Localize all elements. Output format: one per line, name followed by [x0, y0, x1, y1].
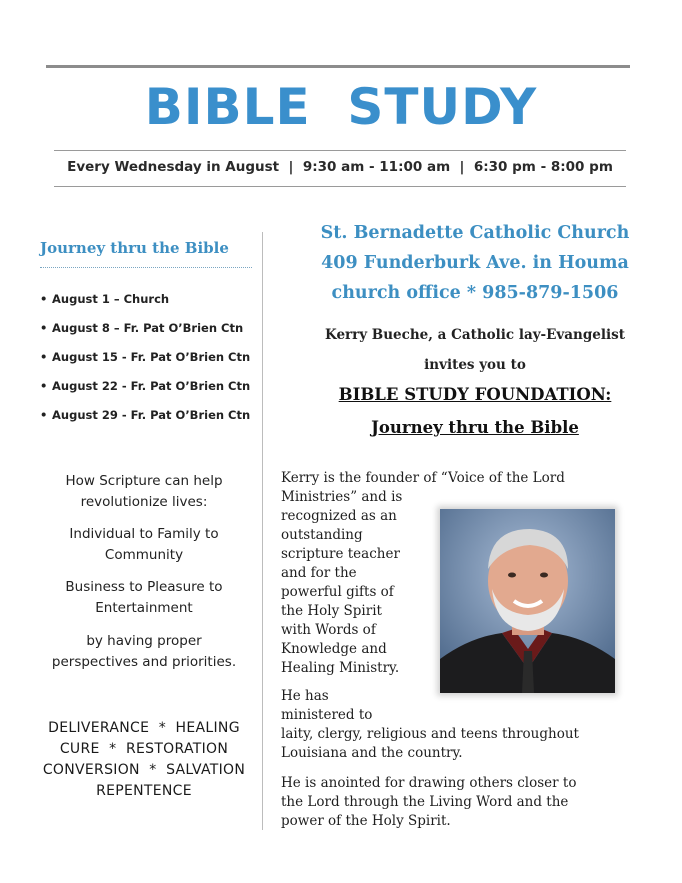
- bullet-icon: •: [40, 350, 48, 364]
- list-item: • August 8 – Fr. Pat O’Brien Ctn: [40, 321, 244, 335]
- list-item: • August 15 - Fr. Pat O’Brien Ctn: [40, 350, 251, 364]
- family-text: Individual to Family to Community: [69, 526, 219, 563]
- journey-heading: Journey thru the Bible: [40, 239, 229, 257]
- evangelist-photo: [440, 509, 615, 693]
- portrait-illustration: [440, 509, 615, 693]
- bullet-icon: •: [40, 292, 48, 306]
- church-office-phone: church office * 985-879-1506: [331, 283, 619, 303]
- scripture-text: How Scripture can help revolutionize lives:: [65, 473, 223, 510]
- ministered-intro: He has ministered to: [281, 688, 373, 723]
- foundation-heading: BIBLE STUDY FOUNDATION:: [338, 385, 612, 404]
- perspective-text: by having proper perspectives and priorities.: [51, 633, 237, 670]
- business-text: Business to Pleasure to Entertainment: [65, 579, 223, 616]
- bio-intro: Kerry is the founder of “Voice of the Lord: [281, 470, 565, 486]
- column-divider: [262, 232, 263, 830]
- church-name: St. Bernadette Catholic Church: [320, 223, 630, 243]
- schedule-banner: Every Wednesday in August | 9:30 am - 11:00 am | 6:30 pm - 8:00 pm: [67, 159, 613, 175]
- bullet-icon: •: [40, 321, 48, 335]
- list-item: • August 22 - Fr. Pat O’Brien Ctn: [40, 379, 251, 393]
- bio-text: Ministries” and is recognized as an outstanding scripture teacher and for the powerful gifts of the Holy Spirit with Words of Knowledge and Healing Ministry.: [281, 489, 403, 676]
- anointed-text: He is anointed for drawing others closer to the Lord through the Living Word and the power of the Holy Spirit.: [281, 775, 577, 829]
- bullet-icon: •: [40, 379, 48, 393]
- top-rule: [46, 65, 630, 68]
- bullet-icon: •: [40, 408, 48, 422]
- invite-line: Kerry Bueche, a Catholic lay-Evangelist: [325, 327, 625, 343]
- ministry-keywords: DELIVERANCE * HEALING CURE * RESTORATION CONVERSION * SALVATION REPENTENCE: [42, 720, 246, 799]
- church-address: 409 Funderburk Ave. in Houma: [321, 253, 629, 273]
- ministered-text: laity, clergy, religious and teens throughout Louisiana and the country.: [281, 726, 579, 761]
- list-item: • August 29 - Fr. Pat O’Brien Ctn: [40, 408, 251, 422]
- list-item: • August 1 – Church: [40, 292, 170, 306]
- date-list: [40, 291, 250, 436]
- invite-subline: invites you to: [424, 357, 526, 373]
- page-title: BIBLE STUDY: [144, 78, 538, 136]
- foundation-subheading: Journey thru the Bible: [371, 418, 579, 437]
- dotted-divider: [40, 267, 252, 268]
- schedule-rule-top: [54, 150, 626, 151]
- schedule-rule-bottom: [54, 186, 626, 187]
